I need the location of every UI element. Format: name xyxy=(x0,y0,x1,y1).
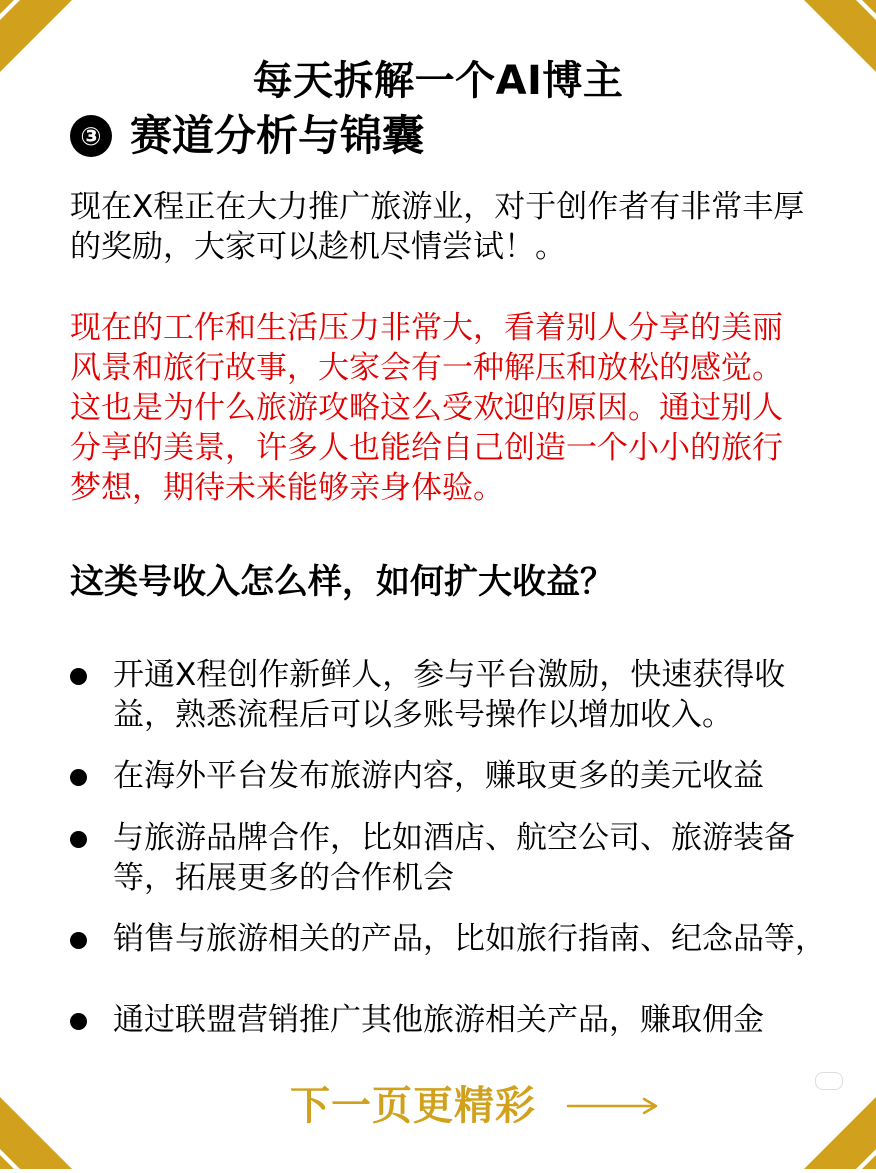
page-title: 每天拆解一个AI博主 xyxy=(252,57,624,104)
bullet-item-overseas-platforms xyxy=(70,756,840,796)
bullet-text: 与旅游品牌合作，比如酒店、航空公司、旅游装备等，拓展更多的合作机会 xyxy=(113,820,795,896)
bullet-dot-icon xyxy=(70,1013,87,1030)
bullet-text: 开通X程创作新鲜人，参与平台激励，快速获得收益，熟悉流程后可以多账号操作以增加收入。 xyxy=(113,657,786,733)
corner-triangle-icon xyxy=(798,1091,876,1169)
highlighted-paragraph: 现在的工作和生活压力非常大，看着别人分享的美丽风景和旅行故事，大家会有一种解压和放松的感觉。这也是为什么旅游攻略这么受欢迎的原因。通过别人分享的美景，许多人也能给自己创造一个小小的旅行梦想，期待未来能够亲身体验。 xyxy=(70,310,783,506)
next-page-label: 下一页更精彩 xyxy=(290,1083,536,1129)
bullet-dot-icon xyxy=(70,932,87,949)
next-page-prompt[interactable] xyxy=(290,1078,662,1134)
intro-paragraph: 现在X程正在大力推广旅游业，对于创作者有非常丰厚的奖励，大家可以趁机尽情尝试！。 xyxy=(70,189,805,265)
bullet-item-platform-incentives xyxy=(70,655,840,735)
bullet-dot-icon xyxy=(70,831,87,848)
right-arrow-icon xyxy=(566,1094,662,1118)
bullet-text: 在海外平台发布旅游内容，赚取更多的美元收益 xyxy=(113,758,764,794)
bullet-dot-icon xyxy=(70,769,87,786)
bullet-item-travel-products xyxy=(70,919,840,959)
bullet-text: 通过联盟营销推广其他旅游相关产品，赚取佣金 xyxy=(113,1002,764,1038)
bullet-dot-icon xyxy=(70,668,87,685)
bullet-text: 销售与旅游相关的产品，比如旅行指南、纪念品等， xyxy=(113,921,826,957)
section-title xyxy=(70,111,424,161)
bullet-item-brand-cooperation xyxy=(70,818,840,898)
watermark-badge xyxy=(815,1072,843,1090)
corner-triangle-icon xyxy=(0,1091,78,1169)
bullet-item-affiliate-marketing xyxy=(70,1000,840,1040)
bottom-right-corner-decoration xyxy=(798,1091,876,1169)
section-heading: 赛道分析与锦囊 xyxy=(130,111,425,160)
section-number-badge: ③ xyxy=(70,115,112,157)
bottom-left-corner-decoration xyxy=(0,1091,78,1169)
income-heading: 这类号收入怎么样，如何扩大收益？ xyxy=(70,562,614,602)
